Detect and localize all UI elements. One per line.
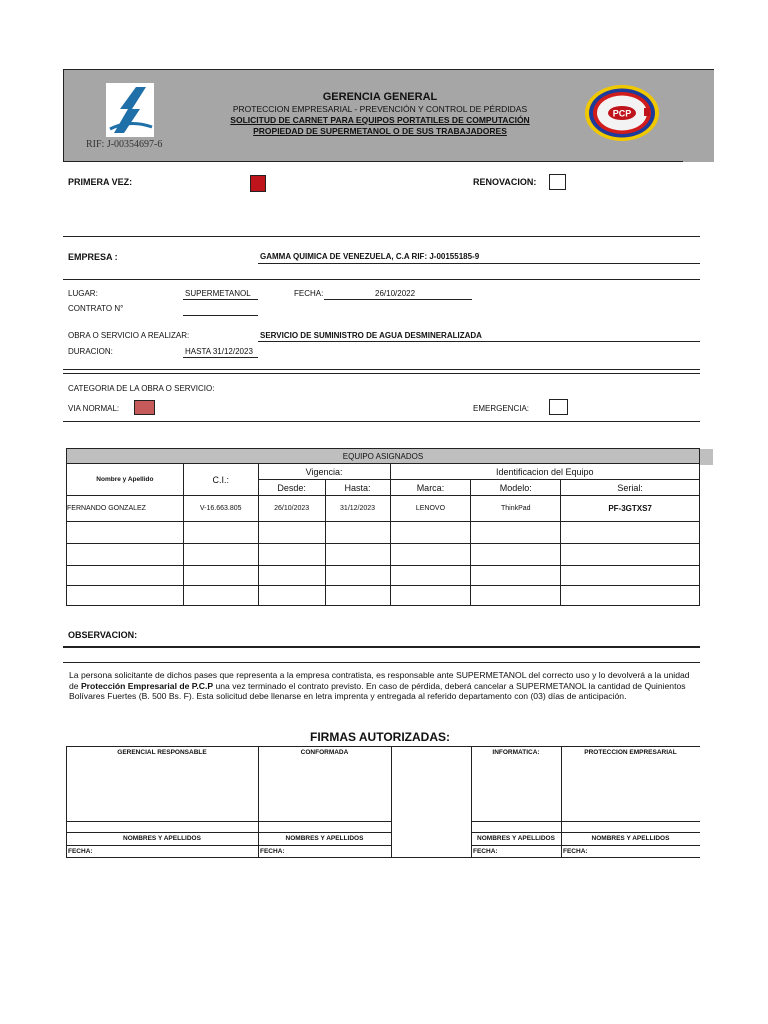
empresa-underline: [258, 263, 700, 264]
cell-hasta: 31/12/2023: [325, 496, 390, 522]
company-logo: [106, 83, 154, 137]
cell-serial: PF-3GTXS7: [561, 496, 700, 522]
table-row: [67, 522, 700, 544]
table-row: [67, 544, 700, 566]
empresa-label: EMPRESA :: [68, 252, 118, 262]
observacion-label: OBSERVACION:: [68, 630, 138, 640]
lugar-underline: [183, 299, 258, 300]
emergencia-label: EMERGENCIA:: [473, 404, 530, 413]
pcp-seal-logo: [584, 84, 660, 142]
cell-modelo: ThinkPad: [471, 496, 561, 522]
lugar-label: LUGAR:: [68, 289, 98, 298]
fecha-value: 26/10/2022: [375, 289, 416, 298]
col-hasta: Hasta:: [325, 480, 390, 496]
nombres-label: NOMBRES Y APELLIDOS: [285, 835, 364, 842]
cell-nombre: FERNANDO GONZALEZ: [67, 496, 184, 522]
lugar-value: SUPERMETANOL: [185, 289, 251, 298]
col-nombre: Nombre y Apellido: [67, 464, 184, 496]
equipo-table: [66, 448, 700, 606]
header-bottom-line: [63, 161, 683, 162]
table-row: [67, 586, 700, 606]
firmas-title: FIRMAS AUTORIZADAS:: [310, 730, 450, 744]
col-ci: C.I.:: [183, 464, 258, 496]
col-desde: Desde:: [258, 480, 325, 496]
col-marca: Marca:: [390, 480, 471, 496]
firma-gerencial-label: GERENCIAL RESPONSABLE: [117, 749, 207, 756]
divider: [63, 421, 700, 422]
rif-text: RIF: J-00354697-6: [86, 139, 163, 150]
primera-vez-label: PRIMERA VEZ:: [68, 177, 133, 187]
divider: [63, 373, 700, 374]
duracion-underline: [183, 357, 258, 358]
nombres-label: NOMBRES Y APELLIDOS: [591, 835, 670, 842]
observacion-line: [63, 662, 700, 663]
empresa-value: GAMMA QUIMICA DE VENEZUELA, C.A RIF: J-00155185-9: [260, 252, 480, 261]
duracion-label: DURACION:: [68, 347, 113, 356]
duracion-value: HASTA 31/12/2023: [185, 347, 253, 356]
via-normal-checkbox[interactable]: [134, 400, 155, 415]
firma-proteccion-label: PROTECCION EMPRESARIAL: [584, 749, 677, 756]
divider: [63, 279, 700, 280]
firma-conformada-label: CONFORMADA: [300, 749, 349, 756]
fecha-underline: [324, 299, 472, 300]
cell-desde: 26/10/2023: [258, 496, 325, 522]
contrato-underline: [183, 315, 258, 316]
renovacion-label: RENOVACION:: [473, 177, 537, 187]
firma-informatica-label: INFORMATICA:: [492, 749, 540, 756]
notice-paragraph: La persona solicitante de dichos pases que representa a la empresa contratista, es responsable ante SUPERMETANOL del correcto uso y lo devolverá a la unidad de Protección Empresarial de P.C.P una vez terminado el contrato previsto. En caso de pérdida, deberá cancelar a SUPERMETANOL la cantidad de Quinientos Bolívares Fuertes (B. 500 Bs. F). Esta solicitud debe llenarse en letra imprenta y entregada al referido departamento con (03) días de anticipación.: [69, 670, 690, 701]
nombres-label: NOMBRES Y APELLIDOS: [477, 835, 555, 842]
notice-bold: Protección Empresarial de P.C.P: [80, 680, 214, 691]
svg-text:PCP: PCP: [612, 108, 632, 119]
cell-marca: LENOVO: [390, 496, 471, 522]
obra-underline: [258, 341, 700, 342]
divider: [63, 236, 700, 237]
table-row: [67, 566, 700, 586]
emergencia-checkbox[interactable]: [549, 399, 568, 415]
nombres-label: NOMBRES Y APELLIDOS: [123, 835, 201, 842]
categoria-label: CATEGORIA DE LA OBRA O SERVICIO:: [68, 384, 215, 393]
renovacion-checkbox[interactable]: [549, 174, 566, 190]
via-normal-label: VIA NORMAL:: [68, 404, 120, 413]
fecha-label: FECHA:: [294, 289, 324, 298]
obra-label: OBRA O SERVICIO A REALIZAR:: [68, 331, 190, 340]
equipo-title: EQUIPO ASIGNADOS: [67, 449, 700, 464]
header-line2: SOLICITUD DE CARNET PARA EQUIPOS PORTATILES DE COMPUTACIÓN: [230, 115, 530, 125]
fecha-firma-label: FECHA:: [473, 848, 498, 855]
primera-vez-checkbox[interactable]: [250, 175, 266, 192]
col-modelo: Modelo:: [471, 480, 561, 496]
obra-value: SERVICIO DE SUMINISTRO DE AGUA DESMINERALIZADA: [260, 331, 482, 340]
table-row: [67, 496, 700, 522]
gray-marker: [700, 449, 713, 465]
header-line3: PROPIEDAD DE SUPERMETANOL O DE SUS TRABAJADORES: [253, 126, 507, 136]
fecha-firma-label: FECHA:: [260, 848, 285, 855]
page-title: GERENCIA GENERAL: [322, 91, 438, 103]
contrato-label: CONTRATO N°: [68, 304, 124, 313]
header-line1: PROTECCION EMPRESARIAL - PREVENCIÓN Y CONTROL DE PÉRDIDAS: [232, 104, 528, 114]
col-identificacion: Identificacion del Equipo: [390, 464, 699, 480]
fecha-firma-label: FECHA:: [563, 848, 588, 855]
observacion-line: [63, 646, 700, 648]
col-vigencia: Vigencia:: [258, 464, 390, 480]
fecha-firma-label: FECHA:: [68, 848, 93, 855]
divider: [63, 369, 700, 370]
cell-ci: V-16.663.805: [183, 496, 258, 522]
col-serial: Serial:: [561, 480, 700, 496]
